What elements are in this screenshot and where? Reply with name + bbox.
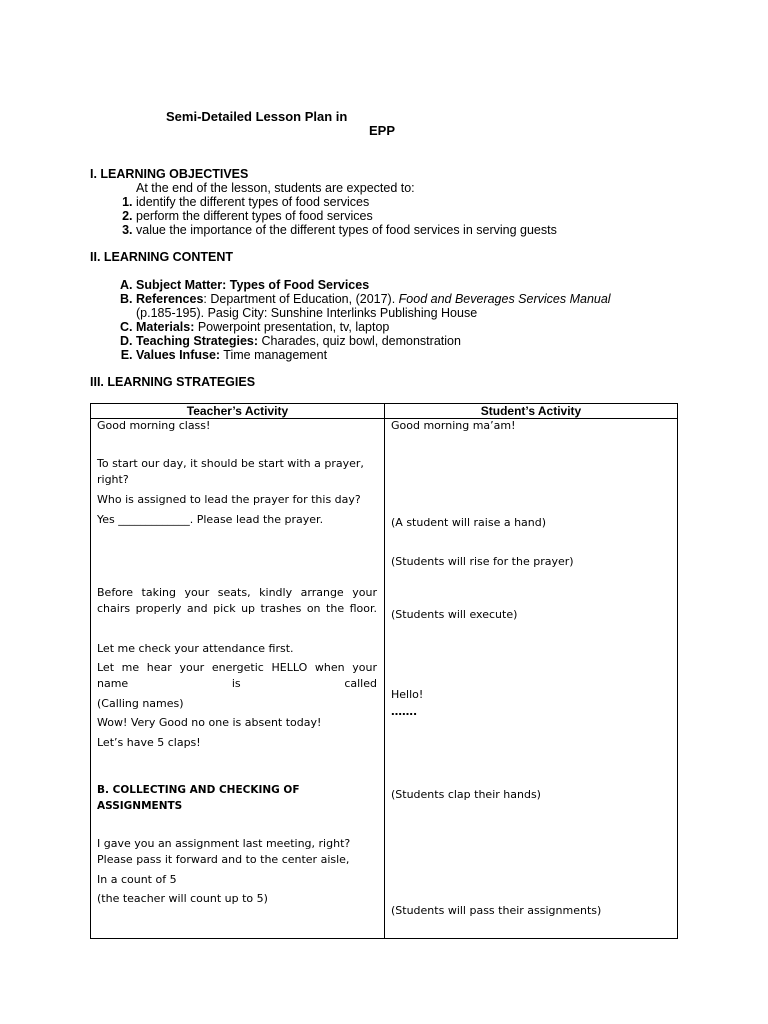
student-line: (Students will pass their assignments) xyxy=(391,904,602,917)
teacher-line: Yes _____________. Please lead the prayer. xyxy=(97,513,324,526)
objectives-heading: I. LEARNING OBJECTIVES xyxy=(90,167,249,181)
strategies-label: Teaching Strategies: xyxy=(136,334,259,348)
content-heading: II. LEARNING CONTENT xyxy=(90,250,234,264)
content-subject xyxy=(136,278,611,292)
references-label: References xyxy=(136,292,204,306)
page-subtitle: EPP xyxy=(369,123,396,138)
subject-label: Subject Matter: Types of Food Services xyxy=(136,278,370,292)
student-line: Good morning ma’am! xyxy=(391,419,516,432)
teacher-line: Wow! Very Good no one is absent today! xyxy=(97,716,322,729)
teacher-line: Good morning class! xyxy=(97,419,211,432)
teacher-line: Before taking your seats, kindly arrange your chairs properly and pick up trashes on the floor. xyxy=(97,586,377,615)
materials-label: Materials: xyxy=(136,320,195,334)
values-text: Time management xyxy=(220,348,328,362)
teacher-line: Let me check your attendance first. xyxy=(97,642,294,655)
student-line: (A student will raise a hand) xyxy=(391,516,547,529)
assignments-section-heading: B. COLLECTING AND CHECKING OF ASSIGNMENTS xyxy=(97,784,300,812)
teacher-activity-header: Teacher’s Activity xyxy=(186,404,289,418)
student-line: Hello! xyxy=(391,688,424,701)
teacher-line: Let me hear your energetic HELLO when your name is called xyxy=(97,661,377,690)
teacher-line: Let’s have 5 claps! xyxy=(97,736,201,749)
objective-item: 3. value the importance of the different types of food services in serving guests xyxy=(136,223,557,237)
student-line: ……. xyxy=(391,705,418,718)
student-line: (Students clap their hands) xyxy=(391,788,541,801)
content-strategies xyxy=(136,334,611,348)
objective-item: 2. perform the different types of food services xyxy=(136,209,557,223)
references-book: Food and Beverages Services Manual xyxy=(398,292,611,306)
teacher-line: To start our day, it should be start with a prayer, right? xyxy=(97,457,364,486)
objectives-list xyxy=(112,195,557,237)
materials-text: Powerpoint presentation, tv, laptop xyxy=(194,320,390,334)
teacher-line: In a count of 5 xyxy=(97,873,177,886)
content-list xyxy=(112,278,611,362)
values-label: Values Infuse: xyxy=(136,348,221,362)
student-line: (Students will execute) xyxy=(391,608,518,621)
table-column-divider xyxy=(384,404,385,938)
teacher-line: I gave you an assignment last meeting, right? Please pass it forward and to the center aisle, xyxy=(97,837,351,866)
objectives-intro: At the end of the lesson, students are expected to: xyxy=(136,181,415,195)
teacher-line: Who is assigned to lead the prayer for this day? xyxy=(97,493,361,506)
student-activity-header: Student’s Activity xyxy=(480,404,582,418)
student-line: (Students will rise for the prayer) xyxy=(391,555,574,568)
content-materials xyxy=(136,320,611,334)
references-text: : Department of Education, (2017). xyxy=(203,292,399,306)
objective-item: 1. identify the different types of food services xyxy=(136,195,557,209)
activity-table xyxy=(90,403,678,939)
teacher-line: (Calling names) xyxy=(97,697,184,710)
strategies-text: Charades, quiz bowl, demonstration xyxy=(258,334,461,348)
content-values xyxy=(136,348,611,362)
teacher-line: (the teacher will count up to 5) xyxy=(97,892,268,905)
strategies-heading: III. LEARNING STRATEGIES xyxy=(90,375,256,389)
page-title: Semi-Detailed Lesson Plan in xyxy=(166,109,348,124)
content-references xyxy=(136,292,611,320)
references-cont: (p.185-195). Pasig City: Sunshine Interlinks Publishing House xyxy=(136,306,478,320)
